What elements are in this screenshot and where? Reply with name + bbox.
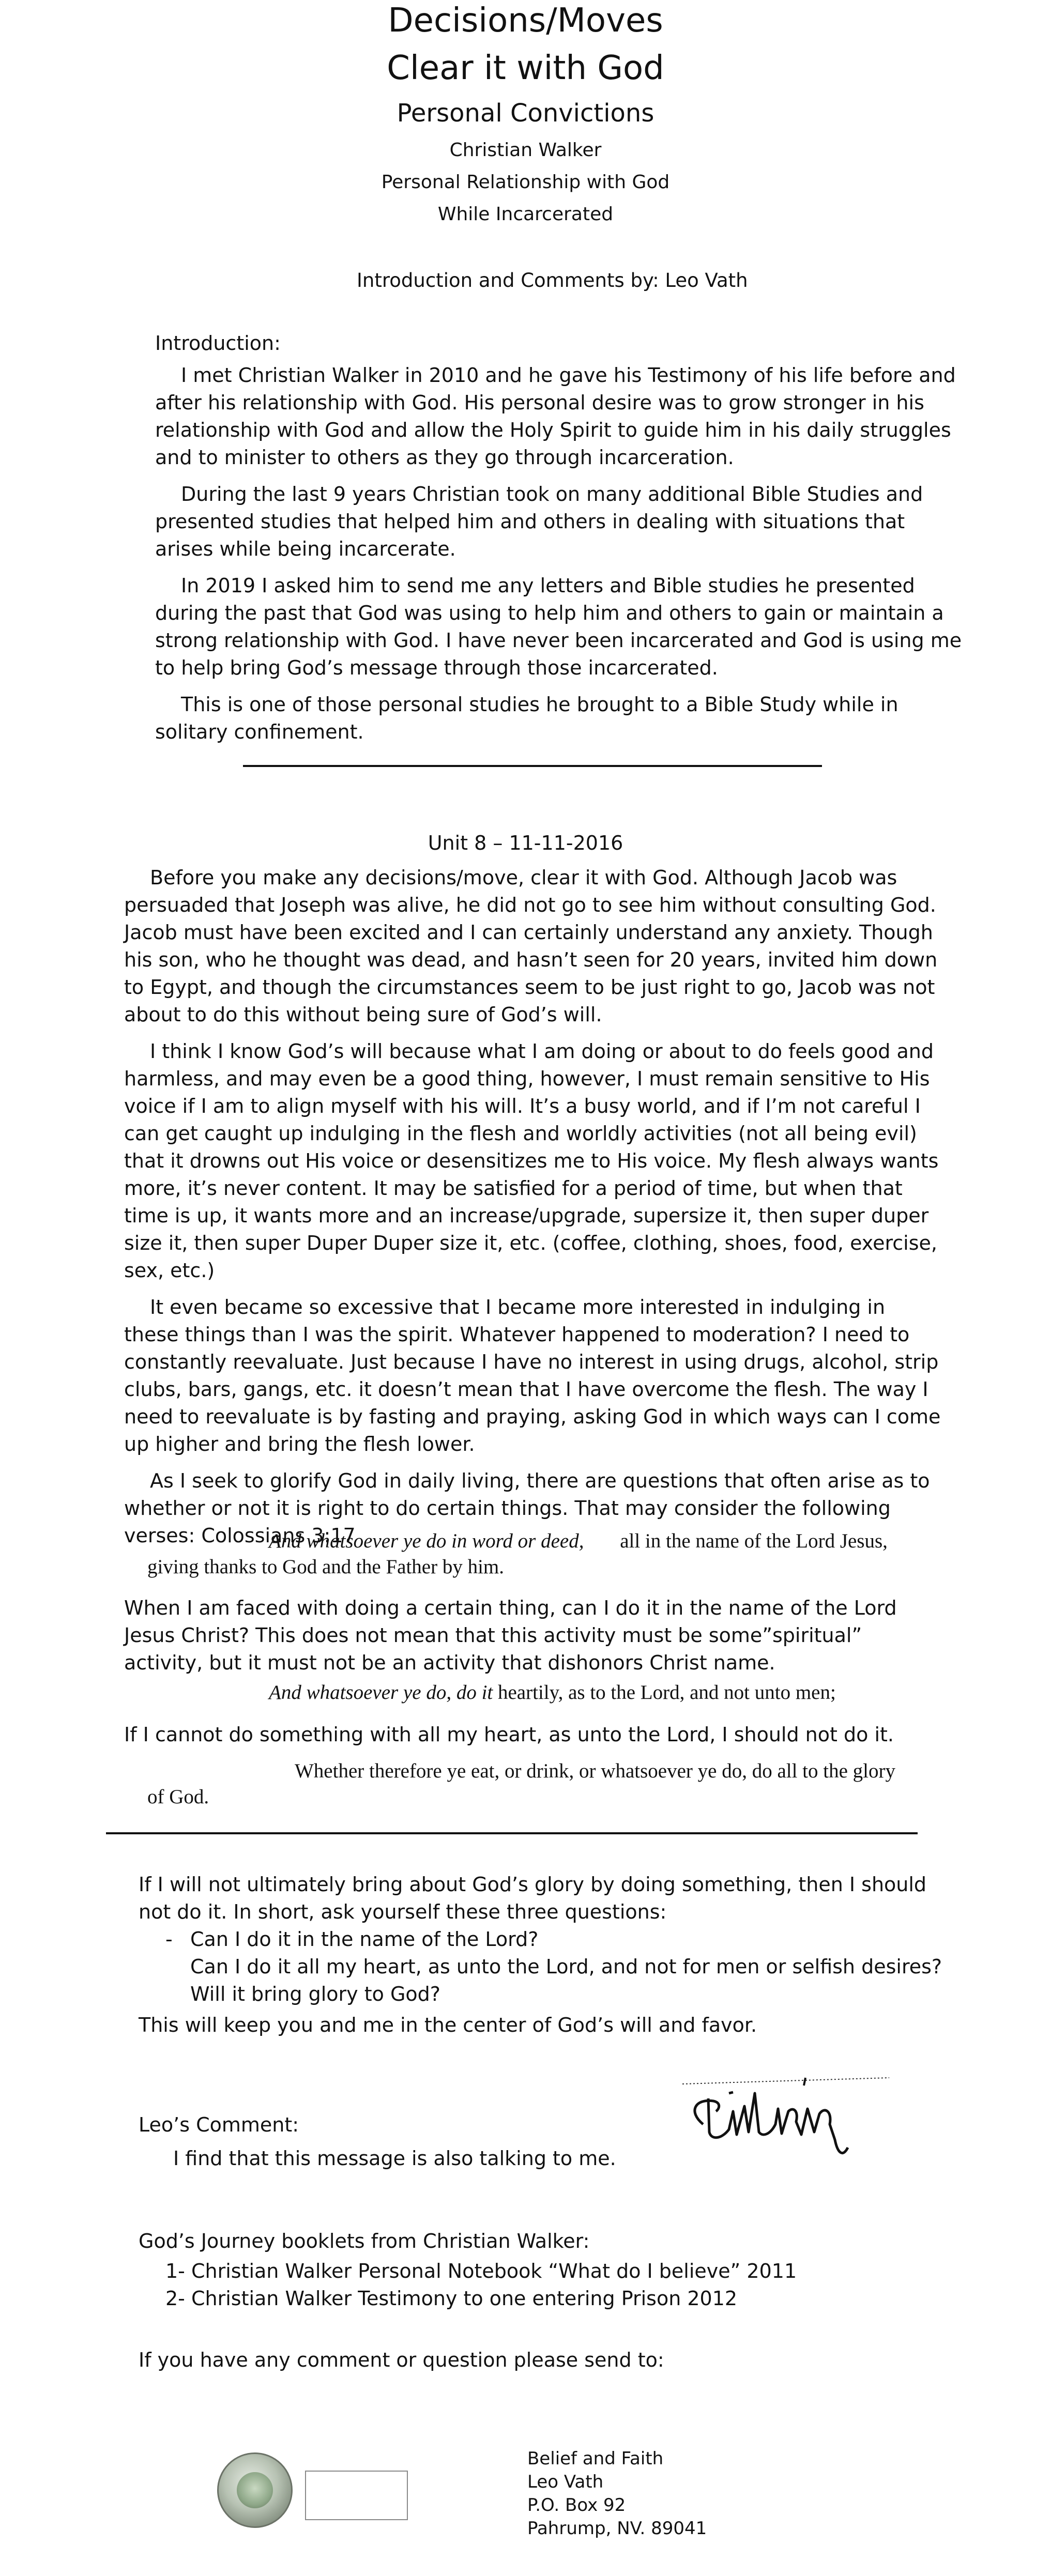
ministry-seal-logo: [217, 2452, 293, 2528]
question-item-3: Will it bring glory to God?: [190, 1983, 440, 2005]
intro-section: [155, 362, 967, 755]
category-heading: Personal Convictions: [397, 99, 654, 128]
booklet-item-1: 1- Christian Walker Personal Notebook “What do I believe” 2011: [165, 2260, 797, 2282]
stamp-box: [305, 2471, 408, 2520]
unit-heading: Unit 8 – 11-11-2016: [428, 832, 623, 854]
address-line-1: Belief and Faith: [527, 2448, 664, 2469]
author-name: Christian Walker: [449, 140, 602, 161]
intro-paragraph-1: I met Christian Walker in 2010 and he gave his Testimony of his life before and after his relationship with God. His personal desire was to grow stronger in his relationship with God and allow the Holy Spirit to guide him in his daily struggles and to minister to others as they go through incarceration.: [155, 364, 956, 469]
divider-1: [243, 765, 822, 767]
page-subtitle: Clear it with God: [387, 49, 664, 87]
unit-paragraph-6: If I cannot do something with all my heart, as unto the Lord, I should not do it.: [124, 1723, 894, 1746]
address-line-2: Leo Vath: [527, 2472, 604, 2492]
header-line-2: While Incarcerated: [437, 204, 614, 225]
unit-body: [124, 864, 941, 1559]
signature: [672, 2062, 889, 2166]
verse-2-rest: heartily, as to the Lord, and not unto men;: [498, 1681, 836, 1704]
verse-3-line-2: of God.: [147, 1786, 209, 1808]
unit-paragraph-5: When I am faced with doing a certain thing, can I do it in the name of the Lord Jesus Christ? This does not mean that this activity must be some”spiritual” activity, but it must not be an activity that dishonors Christ name.: [124, 1597, 897, 1674]
verse-2-italic: And whatsoever ye do, do it: [269, 1681, 493, 1704]
verse-1-italic: And whatsoever ye do in word or deed,: [269, 1530, 584, 1552]
unit-paragraph-3: It even became so excessive that I became more interested in indulging in these things than I was the spirit. Whatever happened to moderation? I need to constantly reevaluate. Just because I have no interest in using drugs, alcohol, strip clubs, bars, gangs, etc. it doesn’t mean that I have overcome the flesh. The way I need to reevaluate is by fasting and praying, asking God in which ways can I come up higher and bring the flesh lower.: [124, 1296, 941, 1455]
header-line-1: Personal Relationship with God: [381, 172, 670, 193]
address-line-3: P.O. Box 92: [527, 2495, 626, 2516]
intro-paragraph-3: In 2019 I asked him to send me any letters and Bible studies he presented during the past that God was using to help him and others to gain or maintain a strong relationship with God. I have never been incarcerated and God is using me to help bring God’s message through those incarcerated.: [155, 574, 962, 679]
booklets-label: God’s Journey booklets from Christian Walker:: [139, 2230, 590, 2252]
question-item-2: Can I do it all my heart, as unto the Lord, and not for men or selfish desires?: [190, 1955, 942, 1978]
unit-paragraph-1: Before you make any decisions/move, clear it with God. Although Jacob was persuaded that Joseph was alive, he did not go to see him without consulting God. Jacob must have been excited and I can certainly understand any anxiety. Though his son, who he thought was dead, and hasn’t seen for 20 years, invited him down to Egypt, and though the circumstances seem to be just right to go, Jacob was not about to do this without being sure of God’s will.: [124, 866, 938, 1026]
contact-address: [527, 2447, 707, 2540]
signature-graphic: [672, 2062, 889, 2166]
byline: Introduction and Comments by: Leo Vath: [357, 269, 748, 292]
closing-paragraph: If I will not ultimately bring about God’s glory by doing something, then I should not do it. In short, ask yourself these three questions:: [139, 1873, 927, 1923]
verse-2: [269, 1679, 836, 1706]
booklets-list: [165, 2258, 797, 2312]
intro-paragraph-2: During the last 9 years Christian took on many additional Bible Studies and presented studies that helped him and others in dealing with situations that arises while being incarcerate.: [155, 483, 923, 560]
verse-1-line-2: giving thanks to God and the Father by him.: [147, 1556, 505, 1578]
verse-1-rest: all in the name of the Lord Jesus,: [620, 1530, 888, 1552]
divider-2: [106, 1832, 918, 1834]
question-item-1: Can I do it in the name of the Lord?: [190, 1928, 539, 1951]
booklet-item-2: 2- Christian Walker Testimony to one entering Prison 2012: [165, 2287, 738, 2310]
page-title: Decisions/Moves: [388, 2, 663, 40]
contact-prompt: If you have any comment or question please send to:: [139, 2349, 664, 2371]
verse-1-line-1: [269, 1527, 888, 1555]
intro-paragraph-4: This is one of those personal studies he brought to a Bible Study while in solitary confinement.: [155, 693, 898, 743]
questions-list: [190, 1926, 945, 2008]
unit-paragraph-2: I think I know God’s will because what I am doing or about to do feels good and harmless, and may even be a good thing, however, I must remain sensitive to His voice if I am to align myself with his will. It’s a busy world, and if I’m not careful I can get caught up indulging in the flesh and worldly activities (not all being evil) that it drowns out His voice or desensitizes me to His voice. My flesh always wants more, it’s never content. It may be satisfied for a period of time, but when that time is up, it wants more and an increase/upgrade, supersize it, then super duper size it, then super Duper Duper size it, etc. (coffee, clothing, shoes, food, exercise, sex, etc.): [124, 1040, 939, 1282]
closing-summary: This will keep you and me in the center of God’s will and favor.: [139, 2014, 757, 2036]
unit-paragraph-4: As I seek to glorify God in daily living, there are questions that often arise as to whether or not it is right to do certain things. That may consider the following verses: Colossians 3:17: [124, 1469, 930, 1547]
address-line-4: Pahrump, NV. 89041: [527, 2518, 707, 2539]
intro-label: Introduction:: [155, 332, 281, 355]
question-bullet: -: [165, 1928, 173, 1951]
comment-text: I find that this message is also talking to me.: [173, 2147, 616, 2170]
verse-3-line-1: Whether therefore ye eat, or drink, or whatsoever ye do, do all to the glory: [295, 1760, 895, 1782]
comment-label: Leo’s Comment:: [139, 2113, 299, 2136]
